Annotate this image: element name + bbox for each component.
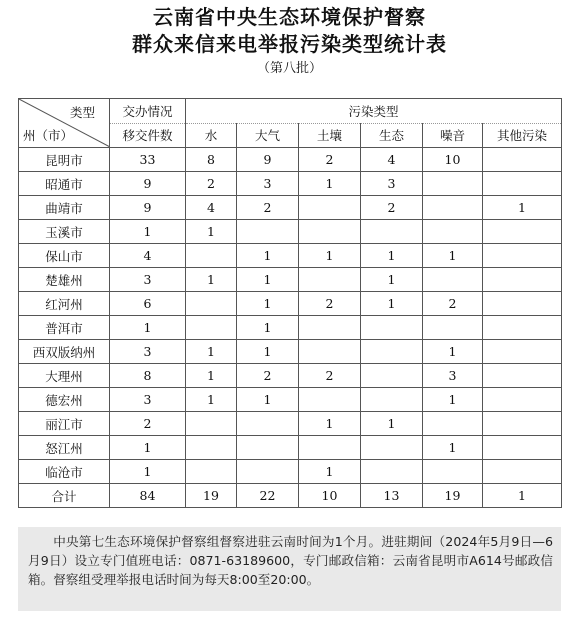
assigned-count-cell: 8 bbox=[110, 364, 186, 388]
pollution-type-header-0: 水 bbox=[186, 123, 237, 148]
pollution-count-cell: 4 bbox=[186, 196, 237, 220]
pollution-count-cell bbox=[483, 436, 562, 460]
pollution-count-cell: 1 bbox=[186, 268, 237, 292]
assigned-count-cell: 1 bbox=[110, 220, 186, 244]
pollution-count-cell: 1 bbox=[237, 268, 299, 292]
pollution-count-cell: 22 bbox=[237, 484, 299, 508]
pollution-count-cell bbox=[423, 460, 483, 484]
pollution-type-header-4: 噪音 bbox=[423, 123, 483, 148]
city-cell: 玉溪市 bbox=[19, 220, 110, 244]
table-row bbox=[19, 436, 562, 460]
table-row bbox=[19, 412, 562, 436]
pollution-count-cell bbox=[186, 244, 237, 268]
pollution-count-cell bbox=[483, 460, 562, 484]
pollution-count-cell bbox=[186, 460, 237, 484]
table-row bbox=[19, 340, 562, 364]
pollution-count-cell bbox=[483, 220, 562, 244]
assigned-header-top: 交办情况 bbox=[110, 99, 186, 124]
city-cell: 丽江市 bbox=[19, 412, 110, 436]
pollution-count-cell bbox=[483, 340, 562, 364]
city-cell: 楚雄州 bbox=[19, 268, 110, 292]
pollution-count-cell: 1 bbox=[237, 316, 299, 340]
pollution-count-cell: 19 bbox=[186, 484, 237, 508]
pollution-count-cell bbox=[299, 268, 361, 292]
table-row bbox=[19, 220, 562, 244]
pollution-count-cell: 1 bbox=[361, 244, 423, 268]
assigned-count-cell: 33 bbox=[110, 148, 186, 172]
pollution-count-cell: 1 bbox=[299, 460, 361, 484]
table-body bbox=[19, 148, 562, 508]
city-cell: 曲靖市 bbox=[19, 196, 110, 220]
pollution-count-cell: 1 bbox=[423, 244, 483, 268]
pollution-count-cell: 1 bbox=[237, 340, 299, 364]
pollution-count-cell: 1 bbox=[186, 388, 237, 412]
pollution-count-cell bbox=[237, 460, 299, 484]
pollution-count-cell: 3 bbox=[237, 172, 299, 196]
pollution-type-header-3: 生态 bbox=[361, 123, 423, 148]
pollution-count-cell: 2 bbox=[186, 172, 237, 196]
pollution-count-cell bbox=[361, 460, 423, 484]
assigned-count-cell: 1 bbox=[110, 316, 186, 340]
pollution-count-cell bbox=[483, 292, 562, 316]
city-cell: 西双版纳州 bbox=[19, 340, 110, 364]
city-cell: 昆明市 bbox=[19, 148, 110, 172]
title-line-1: 云南省中央生态环境保护督察 bbox=[153, 5, 426, 29]
pollution-count-cell: 1 bbox=[186, 364, 237, 388]
pollution-count-cell: 1 bbox=[186, 340, 237, 364]
pollution-count-cell bbox=[361, 316, 423, 340]
corner-type-label: 类型 bbox=[69, 105, 95, 120]
pollution-count-cell: 1 bbox=[483, 484, 562, 508]
city-cell: 昭通市 bbox=[19, 172, 110, 196]
pollution-count-cell bbox=[299, 220, 361, 244]
city-cell: 怒江州 bbox=[19, 436, 110, 460]
pollution-type-header: 污染类型 bbox=[186, 99, 562, 124]
table-row bbox=[19, 172, 562, 196]
pollution-count-cell: 2 bbox=[237, 364, 299, 388]
city-cell: 德宏州 bbox=[19, 388, 110, 412]
corner-city-label: 州（市） bbox=[23, 128, 74, 143]
pollution-count-cell: 10 bbox=[423, 148, 483, 172]
pollution-count-cell bbox=[299, 316, 361, 340]
pollution-count-cell bbox=[361, 340, 423, 364]
pollution-count-cell bbox=[237, 436, 299, 460]
corner-header-cell bbox=[19, 99, 110, 148]
pollution-count-cell bbox=[186, 316, 237, 340]
pollution-count-cell: 1 bbox=[299, 172, 361, 196]
pollution-count-cell bbox=[299, 436, 361, 460]
pollution-count-cell: 1 bbox=[237, 244, 299, 268]
assigned-header-bottom: 移交件数 bbox=[110, 123, 186, 148]
pollution-count-cell: 2 bbox=[423, 292, 483, 316]
pollution-count-cell: 1 bbox=[237, 292, 299, 316]
assigned-count-cell: 9 bbox=[110, 172, 186, 196]
pollution-type-header-1: 大气 bbox=[237, 123, 299, 148]
statistics-table bbox=[18, 98, 562, 508]
pollution-count-cell: 8 bbox=[186, 148, 237, 172]
pollution-count-cell bbox=[423, 220, 483, 244]
pollution-count-cell: 2 bbox=[361, 196, 423, 220]
pollution-count-cell: 2 bbox=[299, 148, 361, 172]
assigned-count-cell: 3 bbox=[110, 340, 186, 364]
pollution-count-cell: 2 bbox=[299, 364, 361, 388]
pollution-count-cell: 1 bbox=[423, 436, 483, 460]
assigned-count-cell: 6 bbox=[110, 292, 186, 316]
pollution-count-cell bbox=[483, 148, 562, 172]
title-block bbox=[0, 4, 579, 78]
pollution-count-cell bbox=[483, 244, 562, 268]
assigned-count-cell: 3 bbox=[110, 268, 186, 292]
pollution-count-cell bbox=[483, 388, 562, 412]
pollution-count-cell bbox=[483, 268, 562, 292]
city-cell: 红河州 bbox=[19, 292, 110, 316]
pollution-count-cell bbox=[186, 436, 237, 460]
table-row bbox=[19, 388, 562, 412]
pollution-count-cell bbox=[299, 196, 361, 220]
total-row bbox=[19, 484, 562, 508]
assigned-count-cell: 1 bbox=[110, 436, 186, 460]
table-row bbox=[19, 244, 562, 268]
pollution-count-cell bbox=[237, 220, 299, 244]
table-row bbox=[19, 148, 562, 172]
pollution-count-cell: 1 bbox=[483, 196, 562, 220]
city-cell: 保山市 bbox=[19, 244, 110, 268]
pollution-count-cell bbox=[361, 436, 423, 460]
pollution-count-cell bbox=[186, 412, 237, 436]
pollution-count-cell: 1 bbox=[423, 340, 483, 364]
pollution-count-cell bbox=[483, 172, 562, 196]
city-cell: 大理州 bbox=[19, 364, 110, 388]
pollution-count-cell bbox=[423, 196, 483, 220]
pollution-count-cell: 13 bbox=[361, 484, 423, 508]
pollution-type-header-2: 土壤 bbox=[299, 123, 361, 148]
assigned-count-cell: 1 bbox=[110, 460, 186, 484]
table-row bbox=[19, 364, 562, 388]
pollution-count-cell: 2 bbox=[299, 292, 361, 316]
pollution-count-cell bbox=[361, 388, 423, 412]
assigned-count-cell: 3 bbox=[110, 388, 186, 412]
pollution-count-cell bbox=[186, 292, 237, 316]
pollution-count-cell: 1 bbox=[299, 412, 361, 436]
pollution-count-cell: 1 bbox=[299, 244, 361, 268]
pollution-count-cell: 1 bbox=[237, 388, 299, 412]
assigned-count-cell: 2 bbox=[110, 412, 186, 436]
note-box: 中央第七生态环境保护督察组督察进驻云南时间为1个月。进驻期间（2024年5月9日—6月9日）设立专门值班电话：0871-63189600，专门邮政信箱：云南省昆明市A614号邮政信箱。督察组受理举报电话时间为每天8:00至20:00。 bbox=[18, 527, 561, 611]
pollution-count-cell bbox=[361, 220, 423, 244]
pollution-count-cell bbox=[423, 172, 483, 196]
pollution-type-header-5: 其他污染 bbox=[483, 123, 562, 148]
pollution-count-cell bbox=[483, 412, 562, 436]
pollution-count-cell: 1 bbox=[361, 412, 423, 436]
city-cell: 合计 bbox=[19, 484, 110, 508]
pollution-count-cell bbox=[237, 412, 299, 436]
pollution-count-cell: 3 bbox=[361, 172, 423, 196]
table-row bbox=[19, 316, 562, 340]
pollution-count-cell bbox=[423, 268, 483, 292]
assigned-count-cell: 4 bbox=[110, 244, 186, 268]
pollution-count-cell: 1 bbox=[361, 292, 423, 316]
table-row bbox=[19, 460, 562, 484]
pollution-count-cell: 19 bbox=[423, 484, 483, 508]
title-line-2: 群众来信来电举报污染类型统计表 bbox=[132, 32, 447, 56]
pollution-count-cell: 10 bbox=[299, 484, 361, 508]
pollution-count-cell bbox=[423, 412, 483, 436]
pollution-count-cell: 1 bbox=[186, 220, 237, 244]
pollution-count-cell bbox=[483, 316, 562, 340]
table-row bbox=[19, 196, 562, 220]
city-cell: 普洱市 bbox=[19, 316, 110, 340]
pollution-count-cell: 1 bbox=[361, 268, 423, 292]
pollution-count-cell bbox=[423, 316, 483, 340]
assigned-count-cell: 9 bbox=[110, 196, 186, 220]
pollution-count-cell bbox=[483, 364, 562, 388]
table-row bbox=[19, 268, 562, 292]
pollution-count-cell bbox=[361, 364, 423, 388]
pollution-count-cell: 2 bbox=[237, 196, 299, 220]
table-row bbox=[19, 292, 562, 316]
pollution-count-cell: 4 bbox=[361, 148, 423, 172]
batch-subtitle: （第八批） bbox=[256, 61, 322, 76]
city-cell: 临沧市 bbox=[19, 460, 110, 484]
pollution-count-cell: 1 bbox=[423, 388, 483, 412]
pollution-count-cell bbox=[299, 340, 361, 364]
pollution-count-cell: 9 bbox=[237, 148, 299, 172]
pollution-count-cell: 3 bbox=[423, 364, 483, 388]
pollution-count-cell bbox=[299, 388, 361, 412]
assigned-count-cell: 84 bbox=[110, 484, 186, 508]
